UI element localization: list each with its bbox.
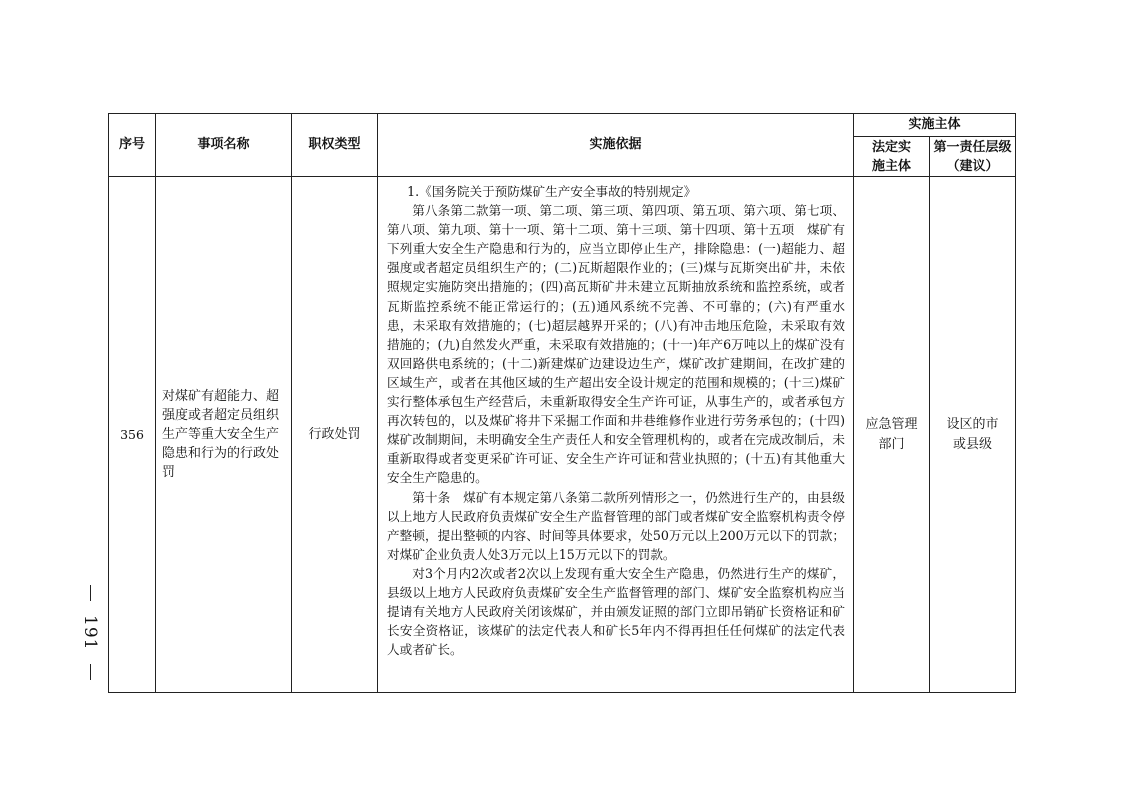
basis-para-1: 1.《国务院关于预防煤矿生产安全事故的特别规定》 bbox=[407, 184, 697, 199]
header-subject: 实施主体 bbox=[854, 114, 1016, 137]
basis-para-3: 第十条 煤矿有本规定第八条第二款所列情形之一，仍然进行生产的，由县级以上地方人民政府负责煤矿安全生产监督管理的部门或者煤矿安全监察机构责令停产整顿，提出整顿的内容、时间等具体要求，处50万元以上200万元以下的罚款；对煤矿企业负责人处3万元以上15万元以下的罚款。 bbox=[387, 489, 845, 562]
header-no: 序号 bbox=[109, 114, 156, 177]
row-type: 行政处罚 bbox=[292, 177, 378, 693]
basis-para-2: 第八条第二款第一项、第二项、第三项、第四项、第五项、第六项、第七项、第八项、第九项、第十一项、第十二项、第十三项、第十四项、第十五项 煤矿有下列重大安全生产隐患和行为的，应当立即停止生产，排除隐患：(一)超能力、超强度或者超定员组织生产的；(二)瓦斯超限作业的；(三)煤与瓦斯突出矿井，未依照规定实施防突出措施的；(四)高瓦斯矿井未建立瓦斯抽放系统和监控系统，或者瓦斯监控系统不能正常运行的；(五)通风系统不完善、不可靠的；(六)有严重水患，未采取有效措施的；(七)超层越界开采的；(八)有冲击地压危险，未采取有效措施的；(九)自然发火严重，未采取有效措施的；(十一)年产6万吨以上的煤矿没有双回路供电系统的；(十二)新建煤矿边建设边生产，煤矿改扩建期间，在改扩建的区域生产，或者在其他区域的生产超出安全设计规定的范围和规模的；(十三)煤矿实行整体承包生产经营后，未重新取得安全生产许可证，从事生产的，或者承包方再次转包的，以及煤矿将井下采掘工作面和井巷维修作业进行劳务承包的；(十四)煤矿改制期间，未明确安全生产责任人和安全管理机构的，或者在完成改制后，未重新取得或者变更采矿许可证、安全生产许可证和营业执照的；(十五)有其他重大安全生产隐患的。 bbox=[387, 203, 845, 486]
row-basis bbox=[378, 177, 854, 693]
row-legal-subject: 应急管理部门 bbox=[854, 177, 930, 693]
header-legal-subject: 法定实施主体 bbox=[854, 137, 930, 177]
page-number-dash-bottom bbox=[90, 664, 91, 680]
row-no: 356 bbox=[109, 177, 156, 693]
header-basis: 实施依据 bbox=[378, 114, 854, 177]
row-name: 对煤矿有超能力、超强度或者超定员组织生产等重大安全生产隐患和行为的行政处罚 bbox=[156, 177, 292, 693]
page-number bbox=[78, 585, 102, 680]
table-row bbox=[109, 177, 1016, 693]
page-number-dash-top bbox=[90, 585, 91, 601]
row-first-level: 设区的市或县级 bbox=[930, 177, 1016, 693]
header-type: 职权类型 bbox=[292, 114, 378, 177]
header-name: 事项名称 bbox=[156, 114, 292, 177]
header-first-level: 第一责任层级（建议） bbox=[930, 137, 1016, 177]
page-number-text: 191 bbox=[80, 614, 100, 651]
basis-para-4: 对3个月内2次或者2次以上发现有重大安全生产隐患，仍然进行生产的煤矿，县级以上地方人民政府负责煤矿安全生产监督管理的部门、煤矿安全监察机构应当提请有关地方人民政府关闭该煤矿，并由颁发证照的部门立即吊销矿长资格证和矿长安全资格证，该煤矿的法定代表人和矿长5年内不得再担任任何煤矿的法定代表人或者矿长。 bbox=[387, 565, 845, 658]
item-table bbox=[108, 113, 1016, 693]
